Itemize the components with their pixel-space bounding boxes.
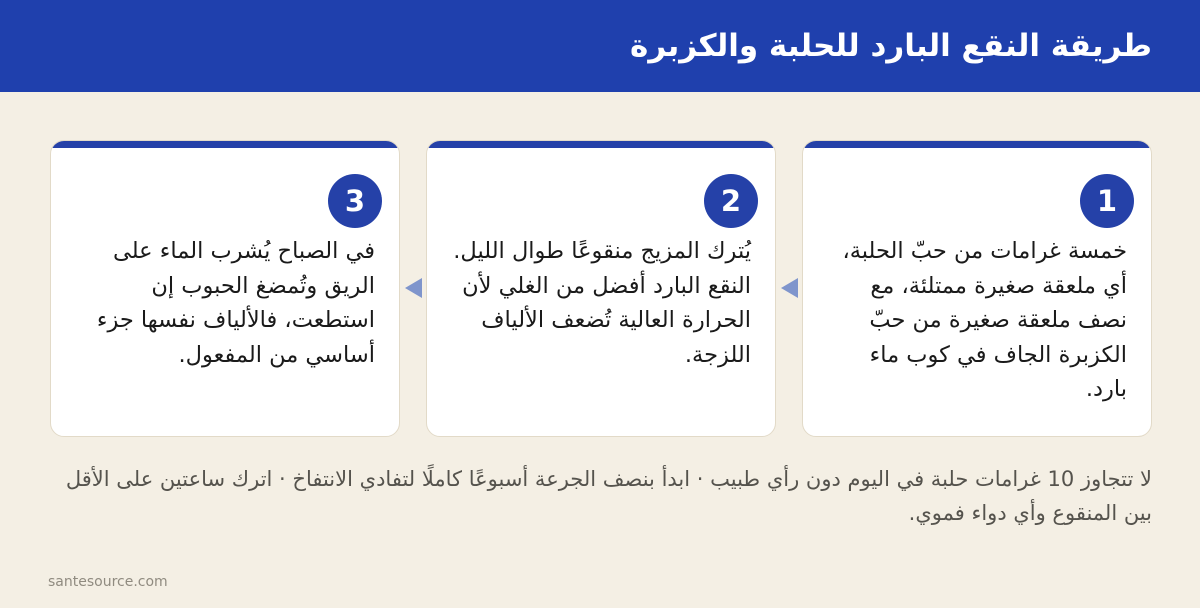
step-number-badge-1: 1 bbox=[1080, 174, 1134, 228]
step-text-1: خمسة غرامات من حبّ الحلبة، أي ملعقة صغيرة ممتلئة، مع نصف ملعقة صغيرة من حبّ الكزبرة الجاف في كوب ماء بارد. bbox=[842, 238, 1127, 402]
step-card-top-bar bbox=[427, 141, 775, 148]
step-number-badge-2: 2 bbox=[704, 174, 758, 228]
steps-row bbox=[50, 140, 1152, 437]
step-card-top-bar bbox=[51, 141, 399, 148]
arrow-left-icon bbox=[405, 278, 422, 298]
step-text-3: في الصباح يُشرب الماء على الريق وتُمضغ الحبوب إن استطعت، فالألياف نفسها جزء أساسي من المفعول. bbox=[96, 238, 375, 368]
arrow-left-icon bbox=[781, 278, 798, 298]
step-number-badge-3: 3 bbox=[328, 174, 382, 228]
step-card-3 bbox=[50, 140, 400, 437]
step-card-2 bbox=[426, 140, 776, 437]
warning-note: لا تتجاوز 10 غرامات حلبة في اليوم دون رأي طبيب · ابدأ بنصف الجرعة أسبوعًا كاملًا لتفادي الانتفاخ · اترك ساعتين على الأقل بين المنقوع وأي دواء فموي. bbox=[65, 467, 1152, 525]
page-title: طريقة النقع البارد للحلبة والكزبرة bbox=[630, 27, 1152, 64]
step-card-1 bbox=[802, 140, 1152, 437]
step-text-2: يُترك المزيج منقوعًا طوال الليل. النقع البارد أفضل من الغلي لأن الحرارة العالية تُضعف الألياف اللزجة. bbox=[453, 238, 751, 368]
header-bar bbox=[0, 0, 1200, 92]
source-credit: santesource.com bbox=[48, 574, 168, 590]
step-card-top-bar bbox=[803, 141, 1151, 148]
